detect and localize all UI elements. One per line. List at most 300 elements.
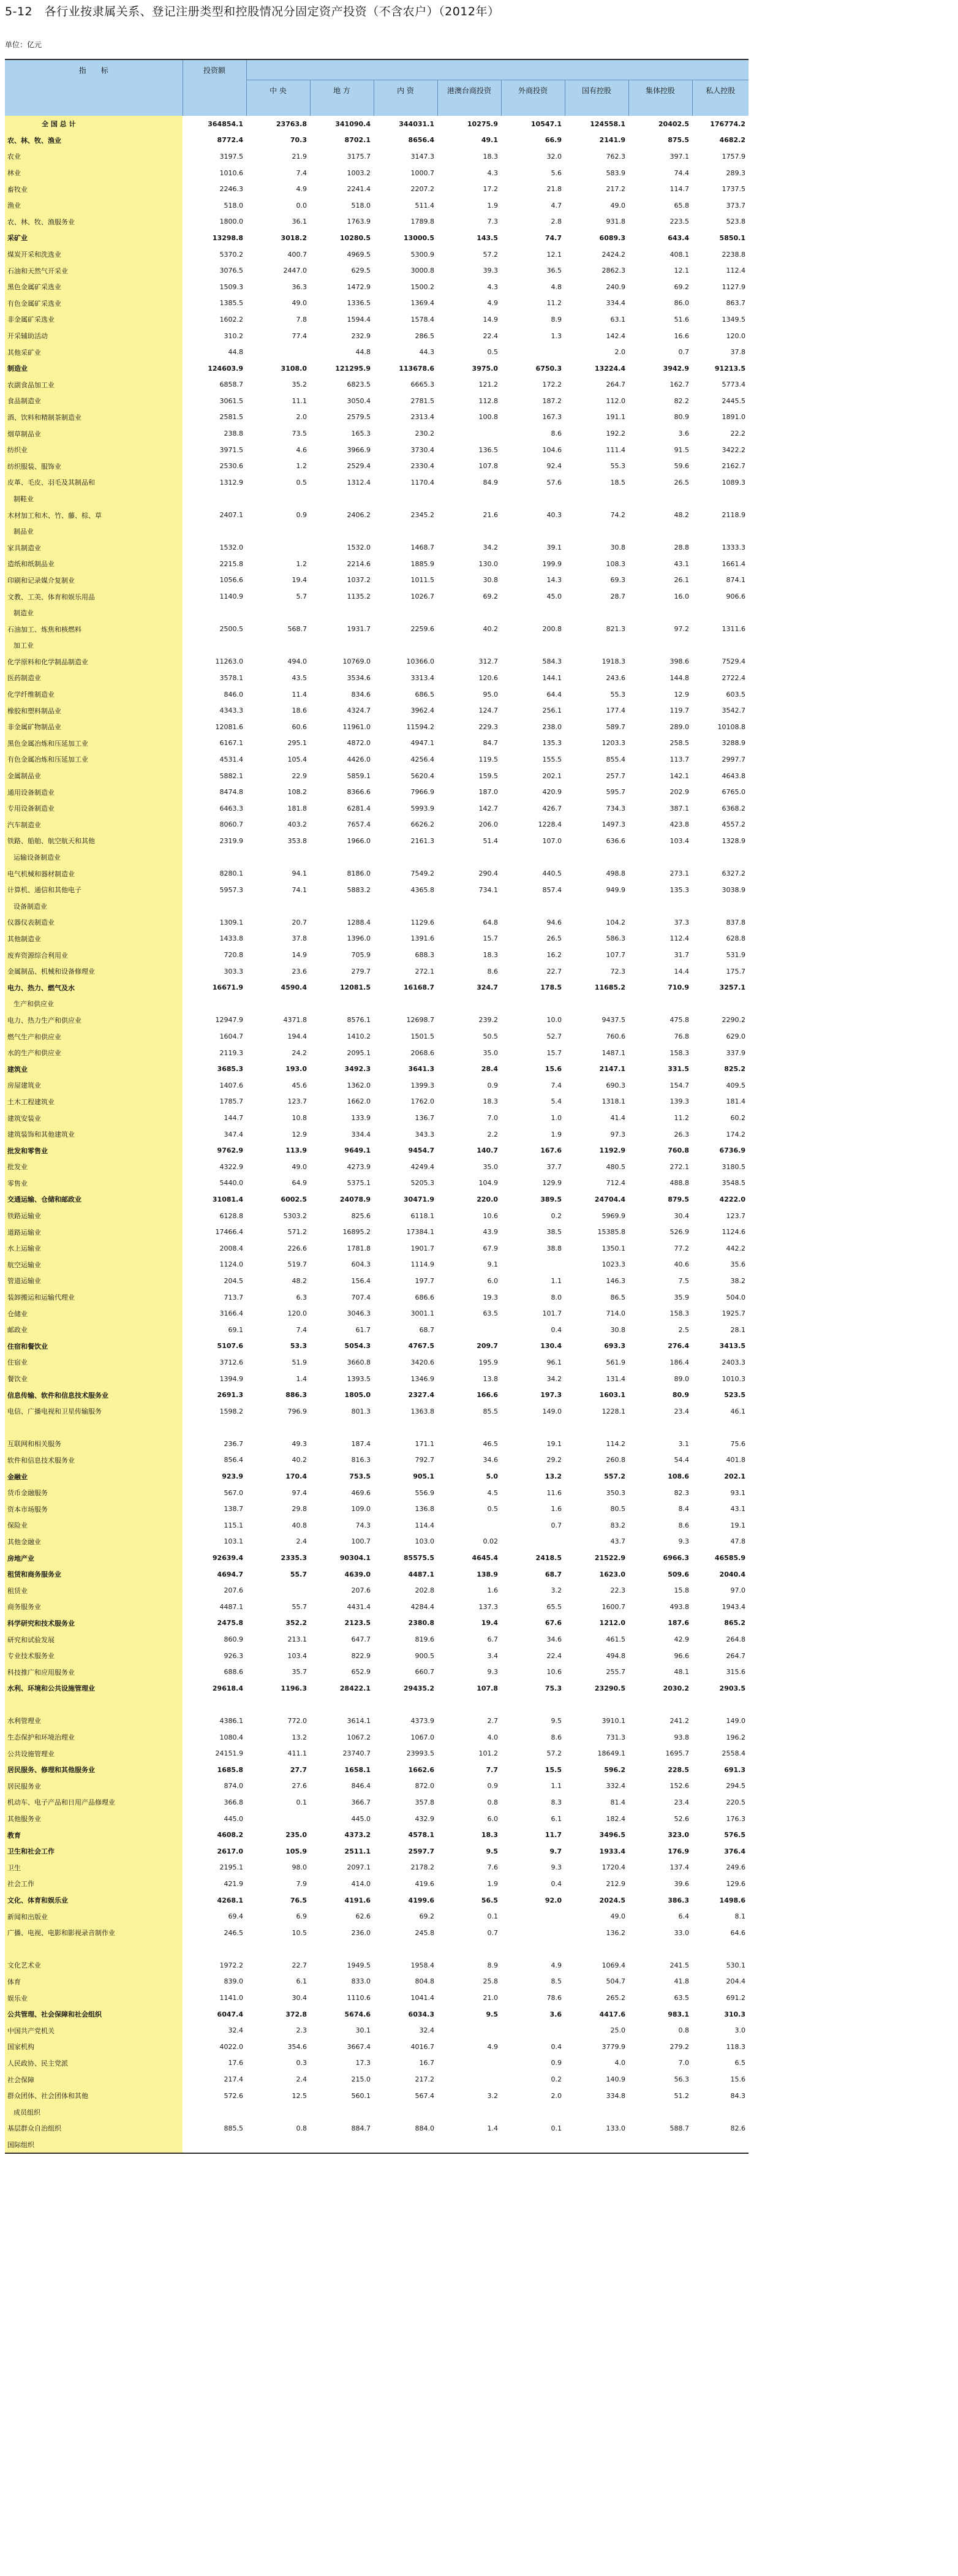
- row-value: 100.8: [478, 413, 498, 422]
- row-value: 14.9: [292, 951, 307, 960]
- row-value: 885.5: [224, 2124, 243, 2132]
- row-value: 1468.7: [410, 544, 434, 552]
- row-value: 77.2: [674, 1244, 689, 1252]
- table-row: [5, 1322, 749, 1338]
- row-value: 14.9: [483, 315, 498, 324]
- table-row: [5, 1289, 749, 1306]
- row-value: 6118.1: [410, 1211, 434, 1220]
- row-value: 74.3: [355, 1521, 371, 1529]
- row-value: 3046.3: [347, 1309, 371, 1318]
- row-value: 89.0: [674, 1374, 689, 1383]
- row-label: 食品制造业: [5, 393, 183, 409]
- row-value: 720.8: [224, 951, 243, 960]
- row-value: 2579.5: [347, 413, 371, 422]
- table-row: [5, 1892, 749, 1909]
- row-value: 2327.4: [408, 1391, 434, 1400]
- row-value: 112.8: [478, 396, 498, 405]
- row-value: 6034.3: [408, 2010, 434, 2018]
- row-value: 21.9: [292, 152, 307, 161]
- row-value: 4249.4: [410, 1162, 434, 1171]
- row-value: 1309.1: [219, 918, 243, 926]
- row-value: 1212.0: [599, 1619, 625, 1627]
- row-label: 开采辅助活动: [5, 328, 183, 344]
- table-row: [5, 1485, 749, 1501]
- row-value: 68.7: [545, 1570, 562, 1578]
- row-value: 199.9: [542, 559, 562, 568]
- row-label: 农、林、牧、渔服务业: [5, 214, 183, 230]
- row-value: 560.1: [351, 2091, 371, 2100]
- row-value: 186.4: [669, 1358, 689, 1366]
- row-value: 223.5: [669, 218, 689, 226]
- row-value: 44.8: [228, 348, 243, 357]
- row-value: 693.3: [604, 1342, 625, 1351]
- row-value: 264.8: [726, 1635, 745, 1644]
- row-value: 187.2: [542, 396, 562, 405]
- row-value: 16.0: [674, 593, 689, 601]
- row-value: 39.6: [674, 1879, 689, 1888]
- row-value: 586.3: [606, 934, 625, 943]
- row-value: 6167.1: [219, 739, 243, 748]
- row-label: 批发业: [5, 1159, 183, 1175]
- row-value: [628, 491, 692, 507]
- row-value: 2424.2: [602, 250, 625, 259]
- row-value: 8.3: [551, 1798, 562, 1806]
- row-value: 3001.1: [410, 1309, 434, 1318]
- row-value: [246, 1697, 310, 1713]
- row-value: 120.0: [287, 1309, 307, 1318]
- row-value: 3712.6: [219, 1358, 243, 1366]
- row-value: 39.3: [483, 267, 498, 275]
- row-value: 2319.9: [219, 836, 243, 845]
- row-value: 257.7: [606, 771, 625, 780]
- row-value: 103.4: [669, 836, 689, 845]
- row-value: 30.4: [292, 1994, 307, 2002]
- row-value: 7657.4: [347, 820, 371, 829]
- row-value: 660.7: [415, 1668, 434, 1676]
- table-row: [5, 1925, 749, 1941]
- row-value: 4431.4: [347, 1602, 371, 1611]
- row-value: 4.9: [487, 299, 498, 308]
- row-value: 197.7: [415, 1276, 434, 1285]
- row-value: 84.7: [483, 739, 498, 748]
- row-value: 734.1: [478, 885, 498, 894]
- row-value: 67.9: [483, 1244, 498, 1252]
- row-label: 煤炭开采和洗选业: [5, 246, 183, 263]
- row-label: 渔业: [5, 197, 183, 214]
- row-label: 居民服务、修理和其他服务业: [5, 1762, 183, 1778]
- row-value: 25.8: [483, 1977, 498, 1986]
- row-value: 30.8: [610, 1325, 625, 1334]
- row-value: 13000.5: [403, 233, 434, 242]
- row-value: 347.4: [224, 1130, 243, 1138]
- row-value: 2617.0: [217, 1847, 243, 1855]
- row-value: 96.6: [674, 1651, 689, 1660]
- row-value: 846.4: [351, 1782, 371, 1790]
- table-row: [5, 1338, 749, 1355]
- row-value: 1346.9: [410, 1374, 434, 1383]
- row-label: 其他金融业: [5, 1534, 183, 1550]
- row-value: 3962.4: [410, 707, 434, 715]
- row-value: [183, 898, 246, 915]
- row-value: 28.1: [730, 1325, 745, 1334]
- row-value: 241.5: [669, 1961, 689, 1969]
- row-value: 401.8: [726, 1456, 745, 1464]
- row-value: 10.6: [483, 1211, 498, 1220]
- row-value: 931.8: [606, 218, 625, 226]
- row-value: 1407.6: [219, 1081, 243, 1089]
- row-value: 6750.3: [535, 364, 562, 373]
- row-value: 162.7: [669, 381, 689, 389]
- table-row: [5, 1697, 749, 1713]
- row-value: 3942.9: [663, 364, 689, 373]
- row-value: 762.3: [606, 152, 625, 161]
- row-value: [628, 523, 692, 540]
- row-value: 518.0: [351, 201, 371, 210]
- row-value: 85.5: [483, 1407, 498, 1415]
- row-value: 204.4: [726, 1977, 745, 1986]
- header-pad: [246, 100, 310, 116]
- table-row: [5, 1908, 749, 1925]
- row-value: 576.5: [724, 1831, 745, 1839]
- row-value: 1785.7: [219, 1097, 243, 1106]
- row-value: 334.4: [351, 1130, 371, 1138]
- row-value: 1.4: [487, 2124, 498, 2132]
- row-value: 64.8: [483, 918, 498, 926]
- row-value: 1.9: [487, 201, 498, 210]
- row-value: 860.9: [224, 1635, 243, 1644]
- row-value: 9454.7: [408, 1146, 434, 1155]
- row-value: 0.9: [296, 511, 307, 520]
- row-value: 51.2: [674, 2091, 689, 2100]
- row-value: 97.0: [730, 1586, 745, 1595]
- table-row: [5, 979, 749, 996]
- row-value: 5300.9: [410, 250, 434, 259]
- row-value: [246, 1582, 310, 1599]
- row-value: 1288.4: [347, 918, 371, 926]
- row-value: 334.8: [606, 2091, 625, 2100]
- row-value: 2118.9: [722, 511, 745, 520]
- row-value: [374, 523, 437, 540]
- table-body: [5, 116, 749, 2153]
- row-value: 64.4: [546, 690, 562, 699]
- row-value: 249.6: [726, 1863, 745, 1872]
- row-value: 272.1: [415, 967, 434, 975]
- row-value: [183, 1420, 246, 1436]
- row-value: 589.7: [606, 722, 625, 731]
- row-value: [246, 637, 310, 654]
- table-row: [5, 1860, 749, 1876]
- row-value: 9.5: [486, 2010, 498, 2018]
- row-value: 104.6: [542, 445, 562, 454]
- row-value: 2.5: [678, 1325, 689, 1334]
- row-value: 24078.9: [339, 1195, 371, 1203]
- row-value: 171.1: [415, 1439, 434, 1448]
- row-value: 196.2: [726, 1733, 745, 1741]
- row-value: 255.7: [606, 1668, 625, 1676]
- row-value: 5859.1: [347, 771, 371, 780]
- row-value: [374, 996, 437, 1012]
- row-label: 租赁业: [5, 1582, 183, 1599]
- row-label: 农业: [5, 148, 183, 165]
- header-col-foreign: 外商投资: [501, 80, 565, 100]
- table-row: [5, 588, 749, 605]
- row-value: 7.3: [487, 218, 498, 226]
- row-value: 202.9: [669, 788, 689, 797]
- row-value: 3313.4: [410, 673, 434, 682]
- row-value: 833.0: [351, 1977, 371, 1986]
- row-value: 1026.7: [410, 593, 434, 601]
- row-value: 3000.8: [410, 267, 434, 275]
- row-value: 691.3: [724, 1765, 745, 1774]
- row-value: [246, 898, 310, 915]
- row-label: 资本市场服务: [5, 1501, 183, 1517]
- row-value: 243.6: [606, 673, 625, 682]
- row-value: 3614.1: [347, 1716, 371, 1725]
- row-value: 8060.7: [219, 820, 243, 829]
- row-value: 4.8: [551, 282, 562, 291]
- row-value: 105.4: [287, 755, 307, 763]
- row-value: 0.5: [296, 478, 307, 487]
- row-value: 4222.0: [719, 1195, 745, 1203]
- row-value: 3534.6: [347, 673, 371, 682]
- row-value: 2.4: [296, 2075, 307, 2084]
- row-value: 1396.0: [347, 934, 371, 943]
- table-row: [5, 279, 749, 295]
- row-label: 纺织服装、服饰业: [5, 458, 183, 474]
- row-label: 非金属矿采选业: [5, 311, 183, 328]
- row-value: 193.0: [285, 1065, 307, 1074]
- row-value: 149.0: [726, 1716, 745, 1725]
- row-value: 295.1: [287, 739, 307, 748]
- row-value: 104.2: [606, 918, 625, 926]
- row-value: 3108.0: [281, 364, 307, 373]
- row-value: 0.4: [551, 2042, 562, 2051]
- row-value: 312.7: [478, 657, 498, 666]
- row-value: 5107.6: [217, 1342, 243, 1351]
- row-value: 13.8: [483, 1374, 498, 1383]
- row-value: 14.4: [674, 967, 689, 975]
- row-value: 40.3: [546, 511, 562, 520]
- row-label: 生态保护和环境治理业: [5, 1729, 183, 1746]
- row-value: [565, 605, 628, 621]
- row-value: 8.6: [487, 967, 498, 975]
- row-value: 49.0: [292, 299, 307, 308]
- row-value: [437, 1517, 501, 1534]
- row-value: 28.8: [674, 544, 689, 552]
- row-value: 65.8: [674, 201, 689, 210]
- row-value: 1394.9: [219, 1374, 243, 1383]
- row-value: 69.2: [419, 1912, 434, 1921]
- row-value: 6.0: [487, 1814, 498, 1823]
- row-value: [183, 2104, 246, 2120]
- row-value: 7.6: [487, 1863, 498, 1872]
- row-value: 643.4: [668, 233, 689, 242]
- row-value: 2781.5: [410, 396, 434, 405]
- row-value: [692, 1941, 749, 1958]
- row-value: 4022.0: [219, 2042, 243, 2051]
- row-value: 323.0: [668, 1831, 689, 1839]
- row-value: 0.9: [551, 2059, 562, 2067]
- row-value: 279.2: [669, 2042, 689, 2051]
- row-value: 26.5: [546, 934, 562, 943]
- table-row: [5, 784, 749, 800]
- row-value: 2997.7: [722, 755, 745, 763]
- row-value: 2862.3: [602, 267, 625, 275]
- row-value: 7.4: [296, 1325, 307, 1334]
- row-value: [437, 2104, 501, 2120]
- row-value: 0.7: [487, 1928, 498, 1937]
- row-value: 1067.0: [410, 1733, 434, 1741]
- row-value: 1.6: [487, 1586, 498, 1595]
- row-value: 22.3: [610, 1586, 625, 1595]
- row-value: 420.9: [542, 788, 562, 797]
- row-value: 294.5: [726, 1782, 745, 1790]
- row-value: 1800.0: [219, 218, 243, 226]
- row-value: 220.5: [726, 1798, 745, 1806]
- table-row: [5, 849, 749, 866]
- row-value: 69.3: [610, 576, 625, 585]
- row-value: 1336.5: [347, 299, 371, 308]
- row-value: 9.5: [486, 1847, 498, 1855]
- row-value: 10280.5: [339, 233, 371, 242]
- row-value: 3685.3: [217, 1065, 243, 1074]
- row-value: 238.0: [542, 722, 562, 731]
- row-value: [246, 1941, 310, 1958]
- row-value: 469.6: [351, 1488, 371, 1497]
- row-value: 5850.1: [719, 233, 745, 242]
- row-value: 49.3: [292, 1439, 307, 1448]
- row-value: 8.9: [551, 315, 562, 324]
- row-value: 530.1: [726, 1961, 745, 1969]
- row-value: 181.4: [726, 1097, 745, 1106]
- row-label: 纺织业: [5, 442, 183, 458]
- row-value: 41.4: [610, 1114, 625, 1123]
- row-value: 310.3: [724, 2010, 745, 2018]
- row-value: 97.4: [292, 1488, 307, 1497]
- row-value: 36.1: [292, 218, 307, 226]
- row-value: 6.1: [296, 1977, 307, 1986]
- row-label: 电力、热力生产和供应业: [5, 1012, 183, 1029]
- table-row: [5, 116, 749, 132]
- row-label: 电力、热力、燃气及水: [5, 979, 183, 996]
- row-value: 73.5: [292, 430, 307, 438]
- row-value: 432.9: [415, 1814, 434, 1823]
- row-value: 1312.9: [219, 478, 243, 487]
- row-value: 156.4: [351, 1276, 371, 1285]
- row-label: 人民政协、民主党派: [5, 2055, 183, 2072]
- table-row: [5, 654, 749, 670]
- row-value: 6966.3: [663, 1554, 689, 1563]
- table-row: [5, 2022, 749, 2039]
- row-value: 2903.5: [719, 1684, 745, 1692]
- row-value: 2500.5: [219, 625, 243, 634]
- row-value: 56.5: [481, 1896, 498, 1904]
- row-value: 414.0: [351, 1879, 371, 1888]
- row-value: 235.0: [285, 1831, 307, 1839]
- row-value: 92.0: [545, 1896, 562, 1904]
- row-value: 5.0: [486, 1472, 498, 1481]
- row-label: 住宿业: [5, 1354, 183, 1371]
- row-value: 366.7: [351, 1798, 371, 1806]
- row-value: 846.0: [224, 690, 243, 699]
- row-value: [692, 605, 749, 621]
- row-value: 2345.2: [410, 511, 434, 520]
- row-value: 22.4: [546, 1651, 562, 1660]
- row-value: [246, 2104, 310, 2120]
- row-value: 2722.4: [722, 673, 745, 682]
- row-value: 35.9: [674, 1293, 689, 1301]
- row-value: 3966.9: [347, 445, 371, 454]
- row-value: 13298.8: [212, 233, 243, 242]
- row-value: 9762.9: [217, 1146, 243, 1155]
- row-value: [437, 996, 501, 1012]
- header-pad: [692, 100, 749, 116]
- row-label: 橡胶和塑料制品业: [5, 702, 183, 719]
- row-value: [310, 1420, 374, 1436]
- row-label: 建筑安装业: [5, 1110, 183, 1126]
- row-value: 1757.9: [722, 152, 745, 161]
- row-value: 6327.2: [722, 869, 745, 878]
- row-value: 567.0: [224, 1488, 243, 1497]
- row-label: 建筑装饰和其他建筑业: [5, 1126, 183, 1143]
- row-value: 2246.3: [219, 185, 243, 194]
- row-value: [437, 425, 501, 442]
- row-value: 140.7: [477, 1146, 498, 1155]
- header-col-state-holding: 国有控股: [565, 80, 628, 100]
- table-row: [5, 621, 749, 637]
- table-row: [5, 1012, 749, 1029]
- row-value: 628.8: [726, 934, 745, 943]
- row-value: 6089.3: [599, 233, 625, 242]
- row-value: [501, 898, 565, 915]
- row-value: 108.2: [287, 788, 307, 797]
- row-value: 3197.5: [219, 152, 243, 161]
- row-value: 1311.6: [722, 625, 745, 634]
- row-value: 182.4: [606, 1814, 625, 1823]
- table-row: [5, 197, 749, 214]
- row-value: 206.0: [478, 820, 498, 829]
- row-label: 运输设备制造业: [5, 849, 183, 866]
- row-value: 1056.6: [219, 576, 243, 585]
- row-label: 文化艺术业: [5, 1957, 183, 1974]
- row-value: 43.1: [674, 559, 689, 568]
- table-row: [5, 914, 749, 931]
- row-value: 38.5: [546, 1228, 562, 1237]
- row-value: 15.7: [483, 934, 498, 943]
- row-value: 124.7: [478, 707, 498, 715]
- row-value: 22.7: [546, 967, 562, 975]
- row-value: 178.5: [540, 983, 562, 992]
- row-value: 74.4: [674, 169, 689, 177]
- row-value: 825.6: [351, 1211, 371, 1220]
- row-label: [5, 1941, 183, 1958]
- row-value: 60.6: [292, 722, 307, 731]
- row-value: 8.6: [551, 1733, 562, 1741]
- row-value: 63.5: [483, 1309, 498, 1318]
- row-value: 290.4: [478, 869, 498, 878]
- row-value: 419.6: [415, 1879, 434, 1888]
- row-value: 3779.9: [602, 2042, 625, 2051]
- row-value: 47.8: [730, 1537, 745, 1546]
- row-value: 83.2: [610, 1521, 625, 1529]
- row-value: 688.6: [224, 1668, 243, 1676]
- row-value: [310, 2137, 374, 2154]
- row-value: 691.2: [726, 1994, 745, 2002]
- table-row: [5, 1159, 749, 1175]
- row-value: 3288.9: [722, 739, 745, 748]
- row-value: 1933.4: [599, 1847, 625, 1855]
- row-value: 344031.1: [399, 119, 434, 128]
